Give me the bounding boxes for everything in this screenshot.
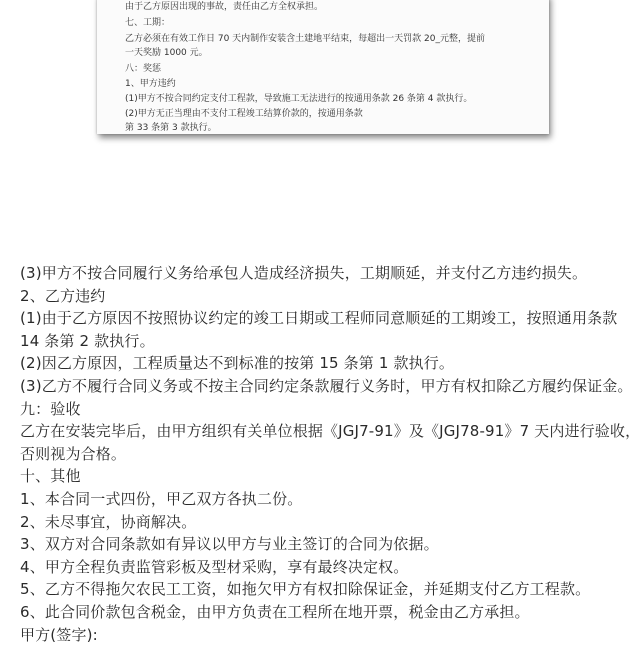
text-line: 6、此合同价款包含税金，由甲方负责在工程所在地开票，税金由乙方承担。 <box>20 601 634 624</box>
section-heading: 十、其他 <box>20 465 634 488</box>
signature-label: 甲方(签字): <box>20 624 634 646</box>
text-line: (2)因乙方原因，工程质量达不到标准的按第 15 条第 1 款执行。 <box>20 352 634 375</box>
text-line: 5、乙方不得拖欠农民工工资，如拖欠甲方有权扣除保证金，并延期支付乙方工程款。 <box>20 578 634 601</box>
scan-line-3: 七、工期： <box>125 18 170 29</box>
section-heading: 九：验收 <box>20 398 634 421</box>
contract-text <box>20 262 634 646</box>
scan-line-10: 第 33 条第 3 款执行。 <box>125 123 217 134</box>
text-line: 3、双方对合同条款如有异议以甲方与业主签订的合同为依据。 <box>20 533 634 556</box>
text-line: (3)甲方不按合同履行义务给承包人造成经济损失，工期顺延，并支付乙方违约损失。 <box>20 262 634 285</box>
text-line: 2、未尽事宜，协商解决。 <box>20 511 634 534</box>
scan-line-4: 乙方必须在有效工作日 70 天内制作安装含土建地平结束，每超出一天罚款 20_元整，提前 <box>125 34 485 45</box>
scan-line-7: 1、甲方违约 <box>125 79 176 90</box>
scan-line-9: (2)甲方无正当理由不支付工程竣工结算价款的，按通用条款 <box>125 109 363 120</box>
text-line: 乙方在安装完毕后，由甲方组织有关单位根据《JGJ7-91》及《JGJ78-91》7 天内进行验收， <box>20 420 634 443</box>
scan-line-1 <box>125 0 498 1</box>
text-line: 否则视为合格。 <box>20 443 634 466</box>
text-line: 4、甲方全程负责监管彩板及型材采购，享有最终决定权。 <box>20 556 634 579</box>
section-heading: 2、乙方违约 <box>20 285 634 308</box>
scan-line-6: 八：奖惩 <box>125 64 161 75</box>
scanned-document-excerpt <box>97 0 549 134</box>
text-line: (1)由于乙方原因不按照协议约定的竣工日期或工程师同意顺延的工期竣工，按照通用条款 <box>20 307 634 330</box>
scan-line-5: 一天奖励 1000 元。 <box>125 48 208 59</box>
text-line: (3)乙方不履行合同义务或不按主合同约定条款履行义务时，甲方有权扣除乙方履约保证金。 <box>20 375 634 398</box>
text-line: 1、本合同一式四份，甲乙双方各执二份。 <box>20 488 634 511</box>
scan-line-2: 由于乙方原因出现的事故，责任由乙方全权承担。 <box>125 2 323 13</box>
text-line: 14 条第 2 款执行。 <box>20 330 634 353</box>
scan-line-8: (1)甲方不按合同约定支付工程款，导致施工无法进行的按通用条款 26 条第 4 款执行。 <box>125 94 472 105</box>
